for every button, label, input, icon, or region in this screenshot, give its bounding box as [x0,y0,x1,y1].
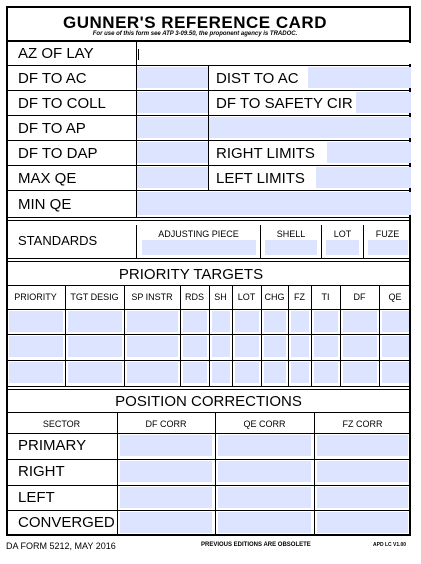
correction-field[interactable] [120,487,212,508]
priority-target-cell[interactable] [183,362,207,383]
standards-label: STANDARDS [18,233,98,248]
grid-line [65,286,66,386]
df-to-ac-label: DF TO AC [18,70,87,87]
priority-target-cell[interactable] [212,336,230,357]
divider [6,217,411,218]
divider [208,65,209,190]
divider [6,261,411,262]
df-to-ap-field[interactable] [137,117,411,138]
priority-target-cell[interactable] [68,311,122,332]
priority-target-cell[interactable] [212,311,230,332]
grid-line [6,510,411,511]
priority-col-header: SH [214,292,227,302]
correction-field[interactable] [218,512,311,533]
df-to-dap-label: DF TO DAP [18,145,98,162]
df-to-dap-field[interactable] [137,142,208,163]
priority-col-header: CHG [264,292,285,302]
grid-line [124,286,125,386]
divider [363,225,364,258]
shell-field[interactable] [265,240,317,255]
df-to-coll-label: DF TO COLL [18,95,106,112]
correction-field[interactable] [317,435,408,456]
priority-target-cell[interactable] [291,336,309,357]
form-title: GUNNER'S REFERENCE CARD [63,13,327,32]
grid-line [314,413,315,536]
grid-line [209,286,210,386]
sector-label: LEFT [18,489,55,506]
correction-field[interactable] [317,487,408,508]
correction-field[interactable] [120,461,212,482]
correction-field[interactable] [120,435,212,456]
priority-target-cell[interactable] [9,311,63,332]
priority-target-cell[interactable] [68,362,122,383]
priority-target-cell[interactable] [183,336,207,357]
priority-target-cell[interactable] [264,336,286,357]
adjusting-piece-header: ADJUSTING PIECE [158,229,239,239]
correction-field[interactable] [218,435,311,456]
priority-target-cell[interactable] [382,311,409,332]
lot-header: LOT [333,229,352,239]
priority-target-cell[interactable] [314,336,338,357]
divider [6,190,411,191]
correction-field[interactable] [218,487,311,508]
priority-target-cell[interactable] [212,362,230,383]
priority-target-cell[interactable] [9,362,63,383]
min-qe-label: MIN QE [18,196,72,213]
priority-col-header: RDS [184,292,204,302]
priority-col-header: TI [321,292,330,302]
divider [260,225,261,258]
divider [321,225,322,258]
df-to-ac-field[interactable] [137,67,208,88]
grid-line [215,413,216,536]
position-col-header: SECTOR [42,419,81,429]
sector-label: RIGHT [18,463,65,480]
position-corrections-title: POSITION CORRECTIONS [115,393,302,410]
grid-line [117,413,118,536]
az-of-lay-label: AZ OF LAY [18,45,94,62]
correction-field[interactable] [218,461,311,482]
shell-header: SHELL [276,229,306,239]
correction-field[interactable] [317,512,408,533]
divider [6,412,411,413]
grid-line [6,459,411,460]
grid-line [6,485,411,486]
grid-line [311,286,312,386]
priority-target-cell[interactable] [127,336,178,357]
fuze-field[interactable] [368,240,408,255]
divider [6,258,411,259]
grid-line [340,286,341,386]
text-cursor [138,49,139,60]
divider [6,386,411,387]
priority-target-cell[interactable] [235,362,259,383]
priority-target-cell[interactable] [264,362,286,383]
priority-col-header: PRIORITY [14,292,57,302]
divider [6,220,411,221]
priority-col-header: SP INSTR [131,292,173,302]
priority-col-header: FZ [294,292,305,302]
priority-target-cell[interactable] [382,336,409,357]
version-label: APD LC V1.00 [373,542,407,548]
priority-col-header: LOT [237,292,256,302]
grid-line [6,433,411,434]
max-qe-field[interactable] [137,167,208,188]
position-col-header: FZ CORR [342,419,383,429]
priority-target-cell[interactable] [314,311,338,332]
dist-to-ac-label: DIST TO AC [216,70,299,87]
grid-line [180,286,181,386]
obsolete-notice: PREVIOUS EDITIONS ARE OBSOLETE [201,542,311,548]
priority-target-cell[interactable] [382,362,409,383]
dist-to-ac-field[interactable] [308,67,411,88]
position-col-header: QE CORR [243,419,286,429]
position-col-header: DF CORR [145,419,187,429]
adjusting-piece-field[interactable] [142,240,256,255]
priority-target-cell[interactable] [235,311,259,332]
df-to-ap-label: DF TO AP [18,120,86,137]
df-to-safety-cir-field[interactable] [356,92,411,113]
priority-target-cell[interactable] [264,311,286,332]
priority-col-header: TGT DESIG [70,292,119,302]
form-subtitle: For use of this form see ATP 3-09.50, the proponent agency is TRADOC. [92,31,298,37]
grid-line [379,286,380,386]
left-limits-field[interactable] [316,167,411,188]
sector-label: CONVERGED [18,514,115,531]
priority-target-cell[interactable] [343,311,377,332]
divider [136,225,137,258]
max-qe-label: MAX QE [18,170,77,187]
correction-field[interactable] [120,512,212,533]
min-qe-field[interactable] [137,192,411,215]
df-to-coll-field[interactable] [137,92,208,113]
fuze-header: FUZE [375,229,400,239]
priority-col-header: QE [388,292,402,302]
divider [6,40,411,42]
divider [136,40,137,217]
grid-line [232,286,233,386]
right-limits-label: RIGHT LIMITS [216,145,315,162]
priority-target-cell[interactable] [343,362,377,383]
priority-col-header: DF [353,292,366,302]
priority-target-cell[interactable] [235,336,259,357]
priority-target-cell[interactable] [343,336,377,357]
df-to-safety-cir-label: DF TO SAFETY CIR [216,95,353,112]
priority-target-cell[interactable] [291,362,309,383]
lot-field[interactable] [326,240,359,255]
priority-target-cell[interactable] [314,362,338,383]
priority-targets-title: PRIORITY TARGETS [118,266,264,283]
priority-target-cell[interactable] [127,362,178,383]
priority-target-cell[interactable] [291,311,309,332]
priority-target-cell[interactable] [127,311,178,332]
az-of-lay-field[interactable] [137,43,411,64]
priority-target-cell[interactable] [183,311,207,332]
left-limits-label: LEFT LIMITS [216,170,305,187]
priority-target-cell[interactable] [68,336,122,357]
grid-line [261,286,262,386]
sector-label: PRIMARY [18,437,87,454]
divider [6,389,411,390]
form-number: DA FORM 5212, MAY 2016 [6,541,116,551]
priority-target-cell[interactable] [9,336,63,357]
grid-line [288,286,289,386]
correction-field[interactable] [317,461,408,482]
right-limits-field[interactable] [327,142,411,163]
